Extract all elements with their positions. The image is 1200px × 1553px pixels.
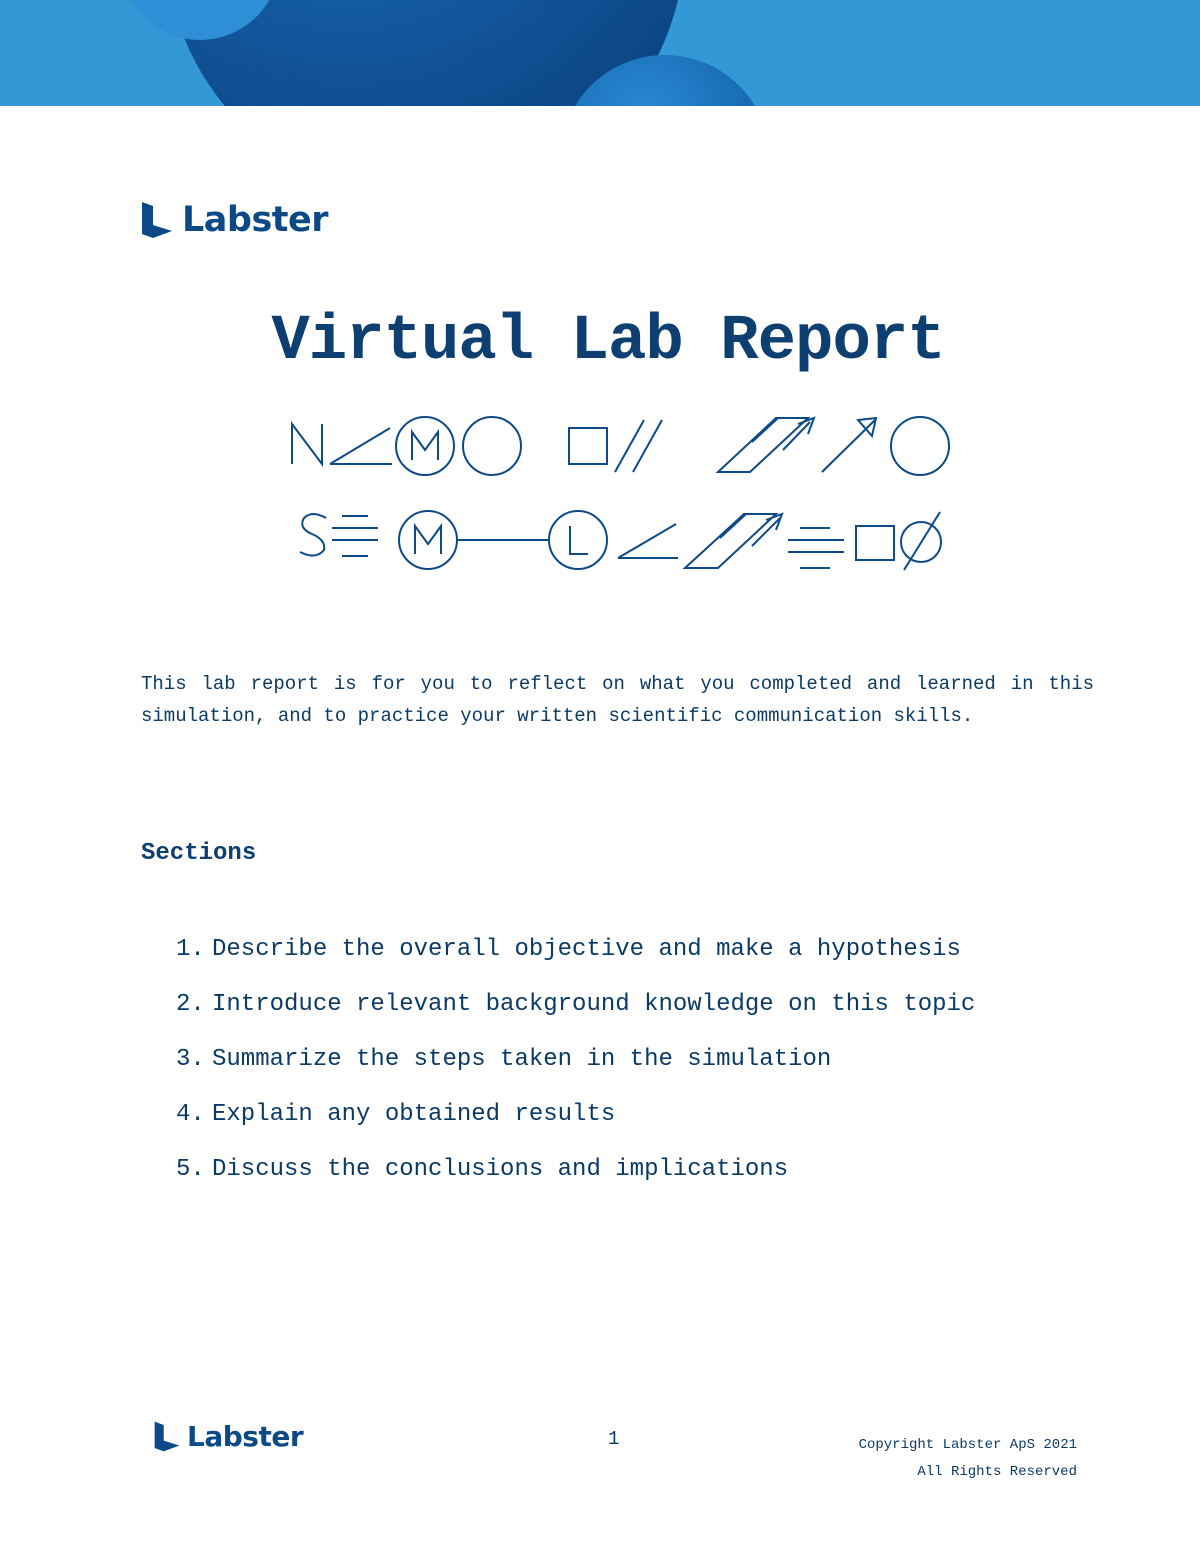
list-item-text: Introduce relevant background knowledge on this topic <box>212 991 976 1018</box>
list-item-number: 4. <box>176 1101 205 1128</box>
list-item-number: 3. <box>176 1046 205 1073</box>
list-item <box>176 932 975 987</box>
page-number: 1 <box>608 1428 620 1450</box>
rights-line: All Rights Reserved <box>917 1464 1077 1480</box>
labster-logo <box>140 200 328 240</box>
sections-heading: Sections <box>141 840 257 867</box>
list-item-number: 1. <box>176 936 205 963</box>
list-item <box>176 1042 975 1097</box>
copyright-line: Copyright Labster ApS 2021 <box>858 1437 1077 1453</box>
geometric-symbol-lines-graphic <box>280 410 960 580</box>
list-item-text: Summarize the steps taken in the simulation <box>212 1046 832 1073</box>
copyright-notice <box>859 1432 1077 1486</box>
list-item-text: Discuss the conclusions and implications <box>212 1156 789 1183</box>
footer-logo-wordmark: Labster <box>187 1420 304 1453</box>
list-item-number: 2. <box>176 991 205 1018</box>
footer-logo <box>153 1420 303 1453</box>
intro-paragraph: This lab report is for you to reflect on what you completed and learned in this simulation, and to practice your written scientific communication skills. <box>141 673 1094 727</box>
list-item <box>176 1097 975 1152</box>
blue-spheres-graphic <box>0 0 1200 106</box>
header-banner <box>0 0 1200 106</box>
list-item-number: 5. <box>176 1156 205 1183</box>
logo-wordmark: Labster <box>182 200 329 240</box>
sections-list <box>176 932 975 1207</box>
labster-logo-icon <box>140 200 174 240</box>
list-item-text: Explain any obtained results <box>212 1101 616 1128</box>
labster-logo-icon <box>153 1420 181 1453</box>
list-item <box>176 1152 975 1207</box>
list-item-text: Describe the overall objective and make a hypothesis <box>212 936 961 963</box>
list-item <box>176 987 975 1042</box>
page-title: Virtual Lab Report <box>271 306 945 378</box>
